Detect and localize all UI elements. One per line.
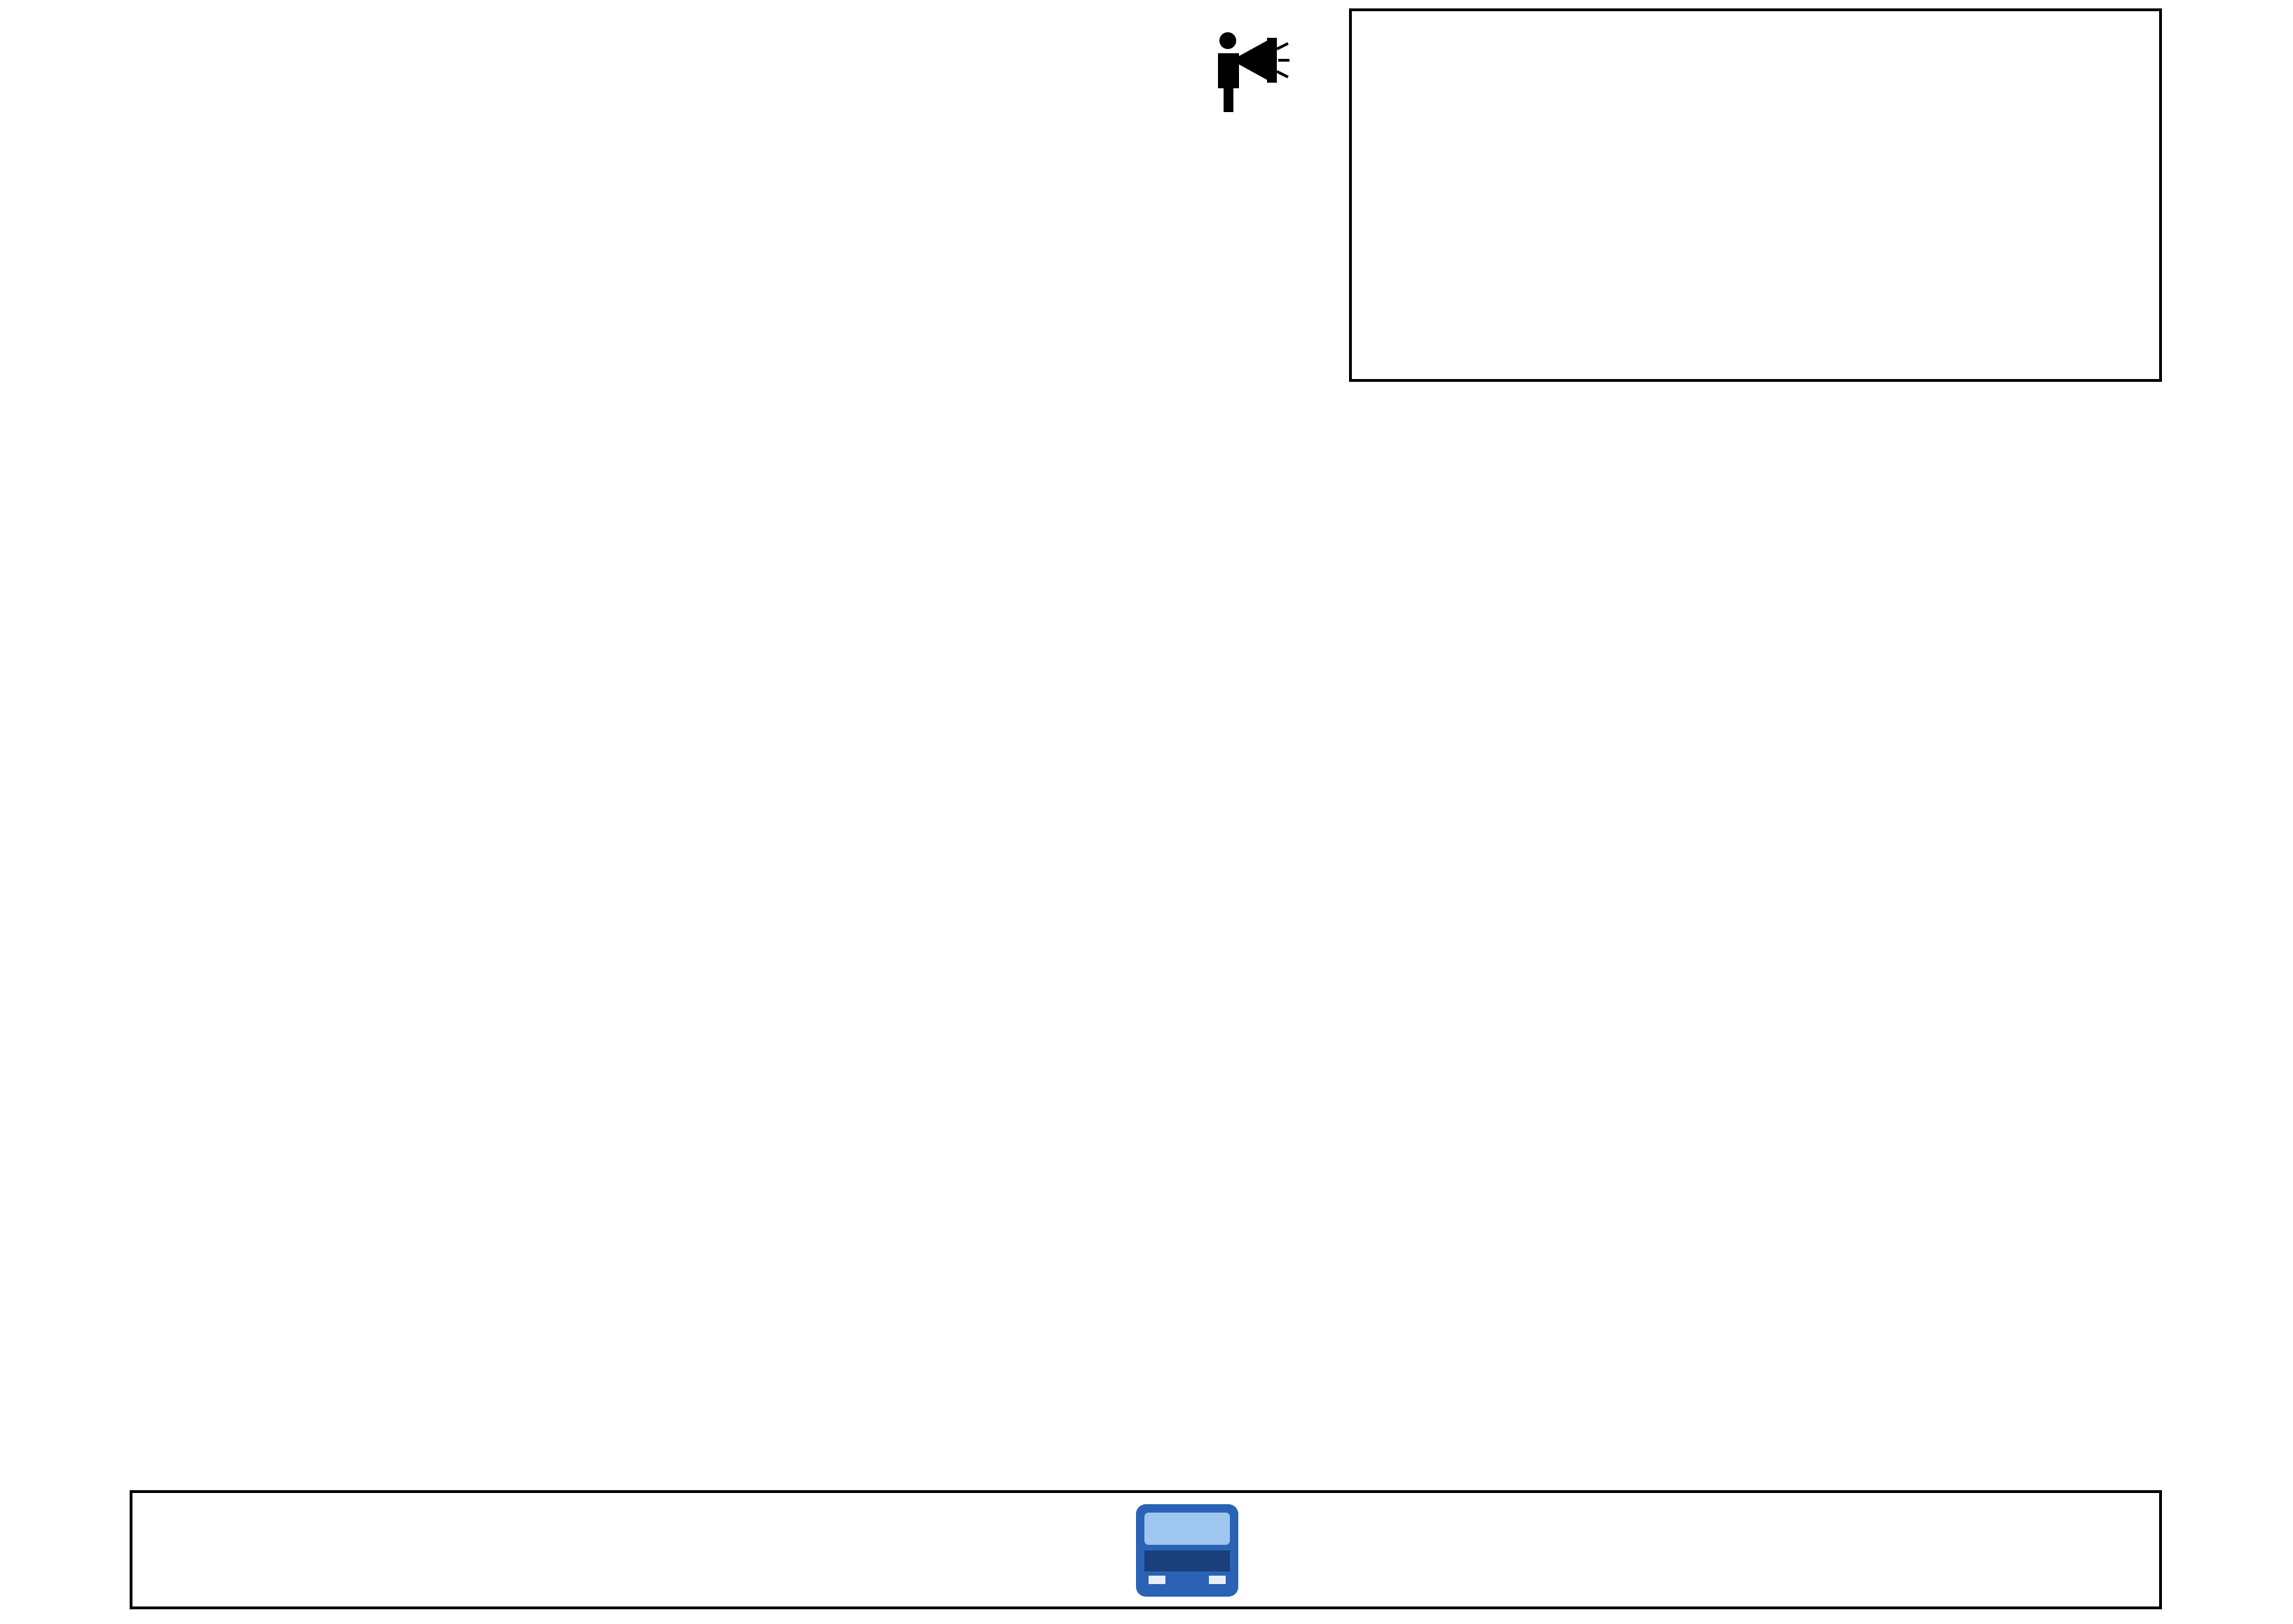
megaphone-person-icon <box>1212 28 1289 112</box>
footer-box <box>130 1490 2162 1609</box>
ast-logo <box>1243 1496 1481 1608</box>
truck-icon <box>1128 1500 1247 1604</box>
notice-box <box>1349 8 2162 382</box>
schedule-table <box>130 413 2162 1450</box>
